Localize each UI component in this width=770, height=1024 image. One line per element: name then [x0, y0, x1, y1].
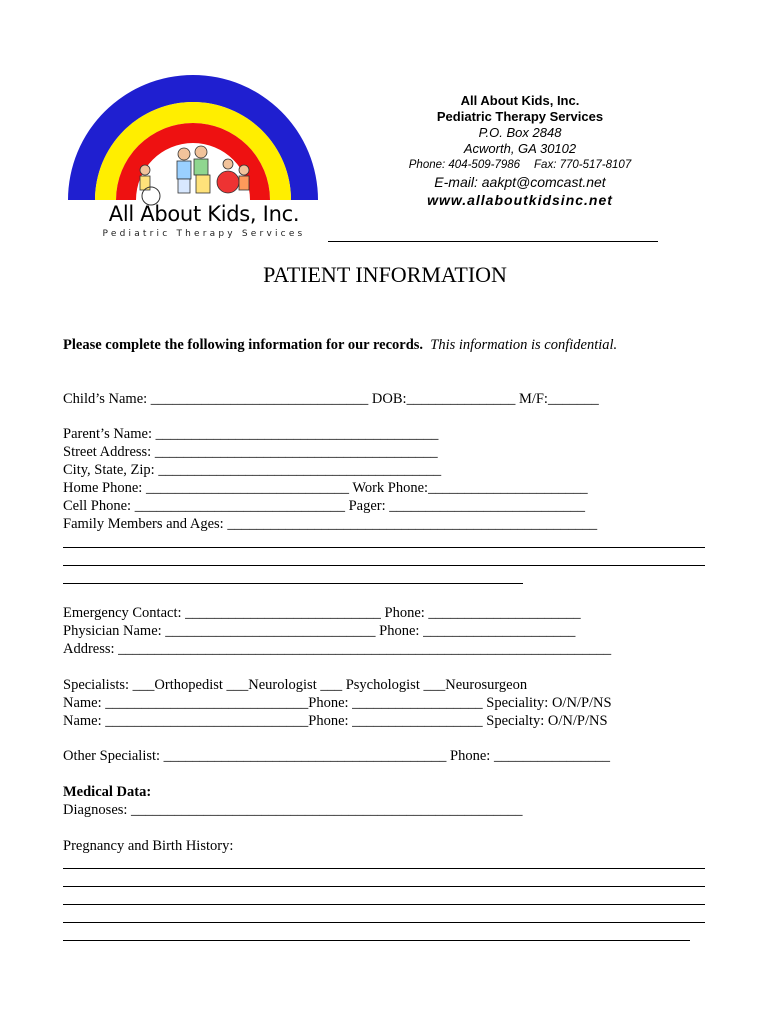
fax-number: Fax: 770-517-8107: [534, 159, 632, 171]
physician-name-field[interactable]: Physician Name: _____________________________ Phone: _____________________: [63, 623, 576, 639]
medical-data-heading: Medical Data:: [63, 784, 152, 800]
company-subtitle: Pediatric Therapy Services: [436, 109, 604, 124]
history-blank-line[interactable]: [63, 868, 705, 869]
company-name: All About Kids, Inc.: [460, 93, 580, 108]
cell-pager-field[interactable]: Cell Phone: _____________________________ Pager: ___________________________: [63, 498, 585, 514]
specialist-name-field[interactable]: Name: ____________________________Phone: __________________ Specialty: O/N/P/NS: [63, 713, 608, 729]
intro-text: [63, 337, 617, 354]
family-blank-line[interactable]: [63, 547, 705, 548]
family-members-field[interactable]: Family Members and Ages: ___________________________________________________: [63, 516, 598, 532]
physician-address-field[interactable]: Address: ____________________________________________________________________: [63, 641, 612, 657]
letterhead: [360, 93, 680, 209]
pregnancy-history-label: Pregnancy and Birth History:: [63, 838, 234, 854]
po-box: P.O. Box 2848: [478, 125, 562, 140]
home-work-phone-field[interactable]: Home Phone: ____________________________ Work Phone:______________________: [63, 480, 588, 496]
phone-number: Phone: 404-509-7986: [408, 159, 521, 171]
history-blank-line[interactable]: [63, 886, 705, 887]
letterhead-divider: [328, 241, 658, 242]
email-address: E-mail: aakpt@comcast.net: [434, 174, 606, 190]
history-blank-line[interactable]: [63, 922, 705, 923]
specialist-name-field[interactable]: Name: ____________________________Phone: __________________ Speciality: O/N/P/NS: [63, 695, 612, 711]
page-title: PATIENT INFORMATION: [263, 262, 507, 287]
diagnoses-field[interactable]: Diagnoses: ______________________________________________________: [63, 802, 523, 818]
street-address-field[interactable]: Street Address: _______________________________________: [63, 444, 438, 460]
specialists-checklist[interactable]: Specialists: ___Orthopedist ___Neurologist ___ Psychologist ___Neurosurgeon: [63, 677, 528, 693]
family-blank-line[interactable]: [63, 583, 523, 584]
phone-fax-line: [360, 157, 680, 173]
history-blank-line[interactable]: [63, 904, 705, 905]
childs-name-field[interactable]: Child’s Name: ______________________________ DOB:_______________ M/F:_______: [63, 391, 599, 407]
city-address: Acworth, GA 30102: [463, 141, 577, 156]
other-specialist-field[interactable]: Other Specialist: _______________________________________ Phone: ________________: [63, 748, 610, 764]
city-state-zip-field[interactable]: City, State, Zip: _______________________________________: [63, 462, 442, 478]
logo-name: All About Kids, Inc.: [108, 202, 300, 226]
parents-name-field[interactable]: Parent’s Name: _______________________________________: [63, 426, 439, 442]
history-blank-line[interactable]: [63, 940, 690, 941]
intro-confidential: This information is confidential.: [430, 337, 618, 353]
intro-instruction: Please complete the following information for our records.: [63, 337, 424, 353]
emergency-contact-field[interactable]: Emergency Contact: ___________________________ Phone: _____________________: [63, 605, 581, 621]
company-logo: [62, 62, 324, 244]
family-blank-line[interactable]: [63, 565, 705, 566]
website-link[interactable]: www.allaboutkidsinc.net: [427, 192, 613, 208]
logo-tagline: Pediatric Therapy Services: [102, 229, 306, 239]
